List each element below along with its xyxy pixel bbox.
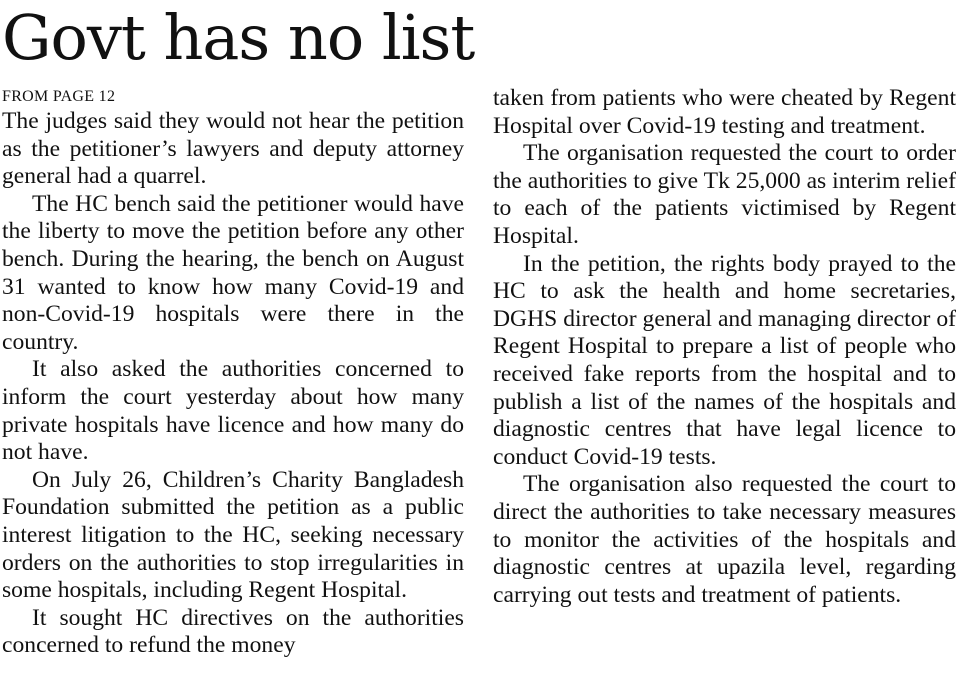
- paragraph: The judges said they would not hear the petition as the petitioner’s lawyers and deputy attorney general had a quarrel.: [2, 108, 464, 190]
- article-column-left: [2, 86, 464, 660]
- paragraph: In the petition, the rights body prayed to the HC to ask the health and home secretaries, DGHS director general and managing director of Regent Hospital to prepare a list of people who received fake reports from the hospital and to publish a list of the names of the hospitals and diagnostic centres that have legal licence to conduct Covid-19 tests.: [493, 250, 956, 470]
- headline: Govt has no list: [2, 1, 475, 74]
- paragraph: The HC bench said the petitioner would have the liberty to move the petition before any other bench. During the hearing, the bench on August 31 wanted to know how many Covid-19 and non-Covid-19 hospitals were there in the country.: [2, 190, 464, 355]
- paragraph: On July 26, Children’s Charity Bangladesh Foundation submitted the petition as a public interest litigation to the HC, seeking necessary orders on the authorities to stop irregularities in some hospitals, including Regent Hospital.: [2, 466, 464, 604]
- article-column-right: [493, 85, 956, 609]
- jump-line: FROM PAGE 12: [2, 88, 116, 105]
- paragraph: The organisation requested the court to order the authorities to give Tk 25,000 as interim relief to each of the patients victimised by Regent Hospital.: [493, 140, 956, 249]
- paragraph: It sought HC directives on the authorities concerned to refund the money: [2, 604, 464, 659]
- paragraph: The organisation also requested the court to direct the authorities to take necessary measures to monitor the activities of the hospitals and diagnostic centres at upazila level, regarding carrying out tests and treatment of patients.: [493, 471, 956, 608]
- paragraph: taken from patients who were cheated by Regent Hospital over Covid-19 testing and treatment.: [493, 85, 956, 139]
- paragraph: It also asked the authorities concerned to inform the court yesterday about how many private hospitals have licence and how many do not have.: [2, 356, 464, 466]
